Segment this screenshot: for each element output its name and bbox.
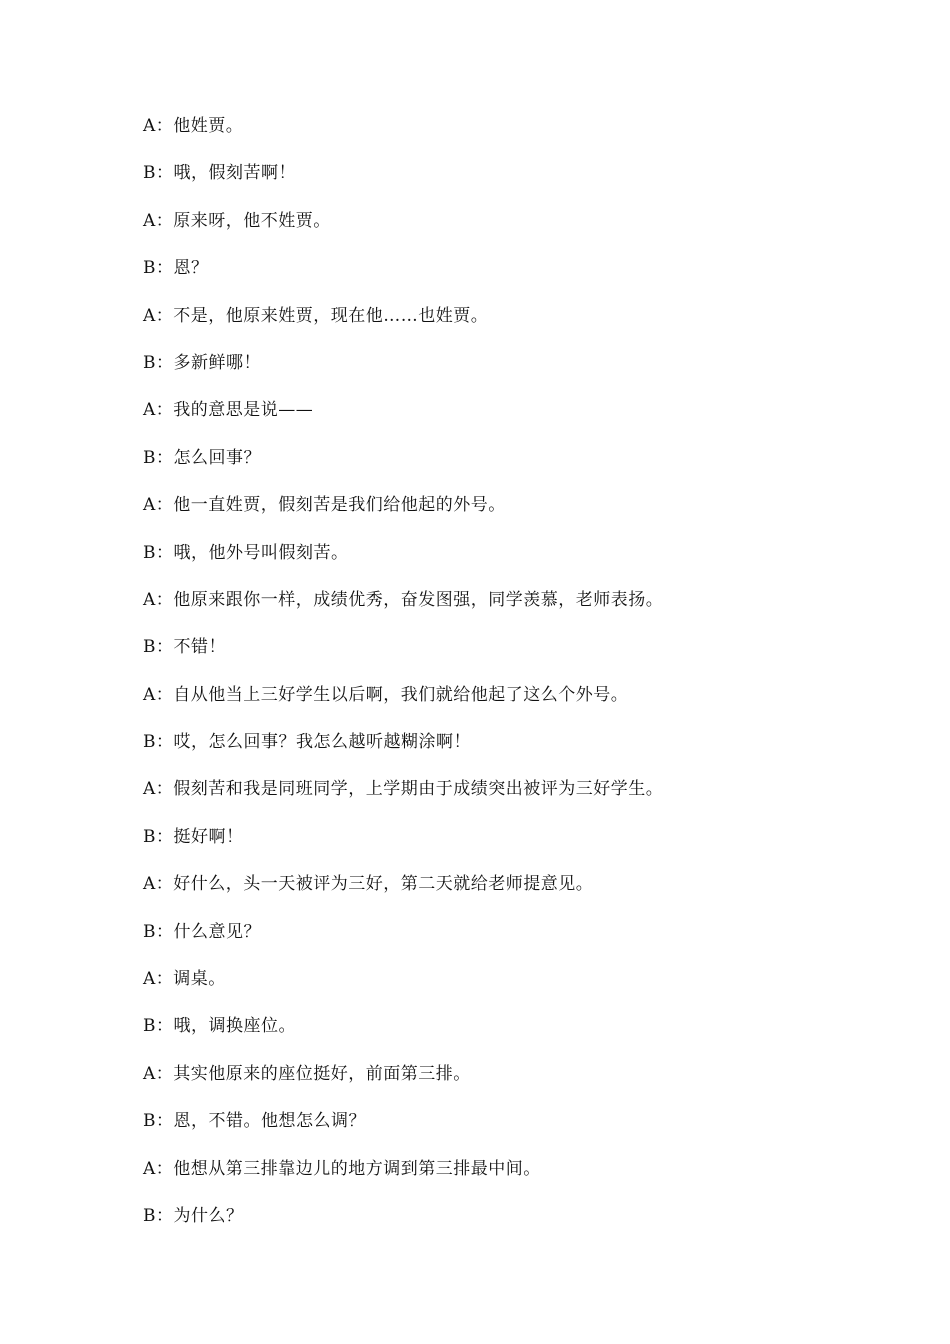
speaker-label: B — [143, 258, 156, 279]
speaker-separator: ： — [156, 542, 174, 563]
dialogue-line — [143, 775, 883, 822]
utterance-text: 什么意见？ — [173, 921, 261, 942]
speaker-label: A — [143, 684, 156, 705]
dialogue-line — [143, 823, 883, 870]
utterance-text: 为什么？ — [173, 1205, 244, 1226]
dialogue-line — [143, 1012, 883, 1059]
dialogue-line — [143, 491, 883, 538]
speaker-separator: ： — [156, 447, 174, 468]
speaker-label: A — [143, 874, 156, 895]
speaker-separator: ： — [156, 826, 174, 847]
utterance-text: 他一直姓贾，假刻苦是我们给他起的外号。 — [173, 495, 506, 516]
dialogue-line — [143, 586, 883, 633]
dialogue-line — [143, 444, 883, 491]
dialogue-line — [143, 965, 883, 1012]
speaker-separator: ： — [155, 589, 174, 610]
dialogue-line — [143, 302, 883, 349]
dialogue-line — [143, 159, 883, 206]
utterance-text: 不是，他原来姓贾，现在他……也姓贾。 — [173, 305, 489, 326]
utterance-text: 恩？ — [173, 258, 209, 279]
speaker-separator: ： — [156, 1111, 174, 1132]
speaker-separator: ： — [155, 116, 174, 136]
dialogue-line — [143, 112, 883, 159]
utterance-text: 哦，假刻苦啊！ — [173, 163, 296, 184]
dialogue-line — [143, 918, 883, 965]
utterance-text: 挺好啊！ — [173, 826, 244, 847]
speaker-separator: ： — [156, 1205, 174, 1226]
utterance-text: 他想从第三排靠边儿的地方调到第三排最中间。 — [173, 1158, 541, 1179]
utterance-text: 假刻苦和我是同班同学，上学期由于成绩突出被评为三好学生。 — [173, 779, 664, 800]
speaker-label: B — [143, 732, 156, 753]
utterance-text: 哦，调换座位。 — [173, 1016, 296, 1037]
speaker-label: B — [143, 826, 156, 847]
speaker-label: B — [143, 542, 156, 563]
speaker-separator: ： — [156, 1016, 174, 1037]
speaker-separator: ： — [155, 305, 174, 326]
speaker-separator: ： — [155, 495, 174, 516]
dialogue-line — [143, 1155, 883, 1202]
speaker-label: A — [143, 969, 156, 990]
speaker-separator: ： — [156, 163, 174, 184]
speaker-separator: ： — [156, 352, 174, 373]
speaker-separator: ： — [155, 400, 174, 421]
speaker-label: A — [143, 495, 156, 516]
utterance-text: 自从他当上三好学生以后啊，我们就给他起了这么个外号。 — [173, 684, 629, 705]
speaker-separator: ： — [155, 874, 174, 895]
speaker-separator: ： — [155, 969, 174, 990]
speaker-separator: ： — [155, 1158, 174, 1179]
dialogue-line — [143, 396, 883, 443]
speaker-separator: ： — [156, 258, 174, 279]
speaker-label: B — [143, 1205, 156, 1226]
speaker-separator: ： — [155, 210, 174, 231]
speaker-label: A — [143, 116, 156, 136]
speaker-label: A — [143, 400, 156, 421]
dialogue-line — [143, 349, 883, 396]
utterance-text: 好什么，头一天被评为三好，第二天就给老师提意见。 — [173, 874, 594, 895]
dialogue-line — [143, 207, 883, 254]
dialogue-line — [143, 254, 883, 301]
speaker-label: B — [143, 352, 156, 373]
speaker-label: A — [143, 779, 156, 800]
dialogue-line — [143, 728, 883, 775]
speaker-label: A — [143, 210, 156, 231]
utterance-text: 恩，不错。他想怎么调？ — [173, 1111, 366, 1132]
dialogue-line — [143, 1202, 883, 1249]
speaker-label: A — [143, 305, 156, 326]
dialogue-line — [143, 681, 883, 728]
utterance-text: 调桌。 — [173, 969, 226, 990]
utterance-text: 怎么回事？ — [173, 447, 261, 468]
utterance-text: 不错！ — [173, 637, 226, 658]
speaker-label: B — [143, 163, 156, 184]
speaker-label: B — [143, 1111, 156, 1132]
utterance-text: 他原来跟你一样，成绩优秀，奋发图强，同学羡慕，老师表扬。 — [173, 589, 664, 610]
utterance-text: 哎，怎么回事？我怎么越听越糊涂啊！ — [173, 732, 471, 753]
utterance-text: 我的意思是说—— — [173, 400, 314, 421]
dialogue-line — [143, 1060, 883, 1107]
dialogue-line — [143, 539, 883, 586]
speaker-separator: ： — [156, 637, 174, 658]
speaker-label: B — [143, 447, 156, 468]
speaker-label: B — [143, 1016, 156, 1037]
dialogue-line — [143, 870, 883, 917]
utterance-text: 哦，他外号叫假刻苦。 — [173, 542, 349, 563]
dialogue-transcript — [143, 112, 883, 1249]
speaker-label: B — [143, 637, 156, 658]
speaker-separator: ： — [156, 732, 174, 753]
utterance-text: 原来呀，他不姓贾。 — [173, 210, 331, 231]
utterance-text: 他姓贾。 — [173, 116, 244, 136]
utterance-text: 其实他原来的座位挺好，前面第三排。 — [173, 1063, 471, 1084]
speaker-label: A — [143, 589, 156, 610]
speaker-separator: ： — [155, 1063, 174, 1084]
dialogue-line — [143, 1107, 883, 1154]
speaker-label: A — [143, 1158, 156, 1179]
utterance-text: 多新鲜哪！ — [173, 352, 261, 373]
speaker-separator: ： — [155, 684, 174, 705]
speaker-label: A — [143, 1063, 156, 1084]
speaker-separator: ： — [156, 921, 174, 942]
dialogue-line — [143, 633, 883, 680]
speaker-label: B — [143, 921, 156, 942]
speaker-separator: ： — [155, 779, 174, 800]
